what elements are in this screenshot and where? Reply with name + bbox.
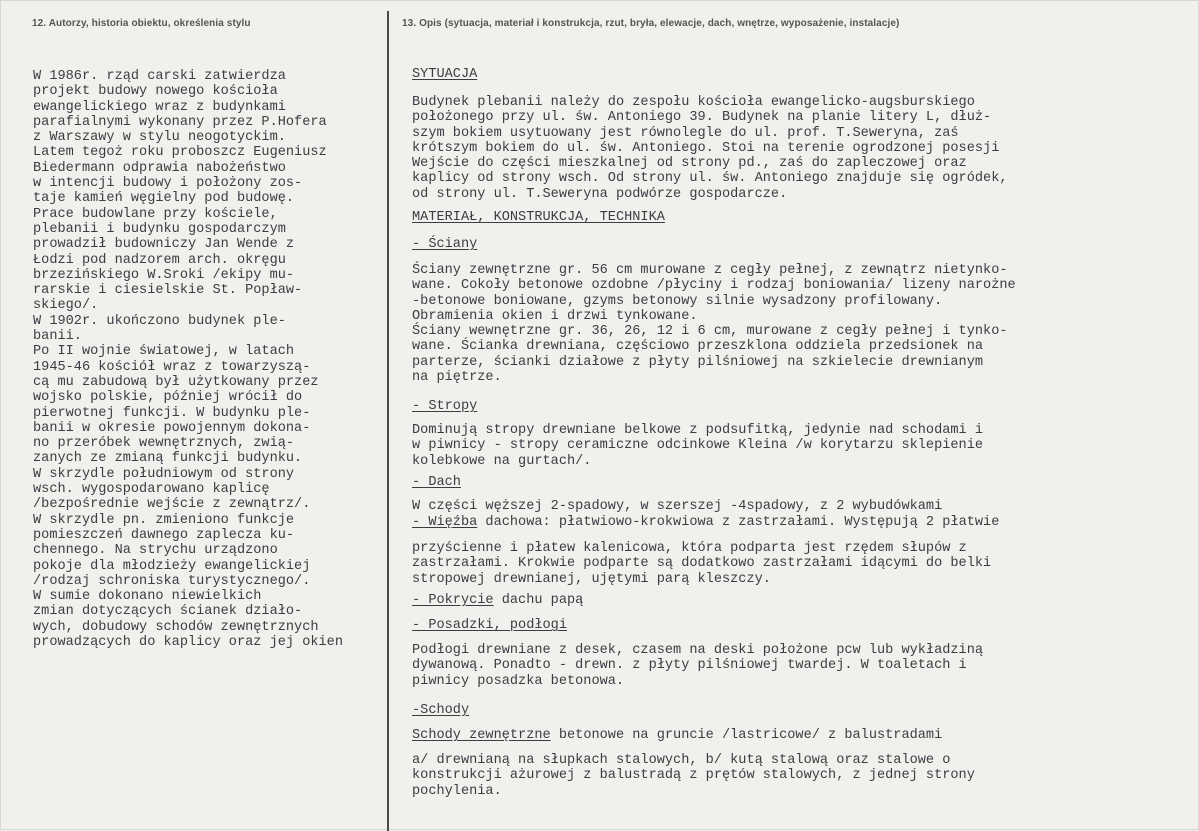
stropy-heading: - Stropy [412,399,478,414]
dach-text: W części węższej 2-spadowy, w szerszej -4spadowy, z 2 wybudówkami [412,499,943,514]
sciany-heading: - Ściany [412,237,478,252]
dach-heading: - Dach [412,475,461,490]
section-13-header: 13. Opis (sytuacja, materiał i konstrukcja, rzut, bryła, elewacje, dach, wnętrze, wyposażenie, instalacje) [402,18,900,29]
wiezba-text: przyścienne i płatew kalenicowa, która podparta jest rzędem słupów z zastrzałami. Krokwie podparte są dodatkowo zastrzałami idącymi do belki stropowej drewnianej, ujętymi parą kleszczy. [412,541,992,587]
posadzki-text: Podłogi drewniane z desek, czasem na deski położone pcw lub wykładziną dywanową. Ponadto - drewn. z płyty pilśniowej twardej. W toaletach i piwnicy posadzka betonowa. [412,643,984,689]
wiezba-line-rest: dachowa: płatwiowo-krokwiowa z zastrzałami. Występują 2 płatwie [477,515,1000,530]
schody-zew-line [412,728,942,743]
wiezba-line [412,515,999,530]
stropy-text: Dominują stropy drewniane belkowe z podsufitką, jedynie nad schodami i w piwnicy - stropy ceramiczne odcinkowe Kleina /w korytarzu sklepienie kolebkowe na gurtach/. [412,423,984,469]
posadzki-heading: - Posadzki, podłogi [412,618,567,633]
section-12-header: 12. Autorzy, historia obiektu, określenia stylu [32,18,251,29]
column-divider [387,11,389,831]
pokrycie-heading: - Pokrycie [412,593,494,608]
material-heading: MATERIAŁ, KONSTRUKCJA, TECHNIKA [412,210,665,225]
schody-zew-rest: betonowe na gruncie /lastricowe/ z balustradami [550,728,943,743]
sciany-text: Ściany zewnętrzne gr. 56 cm murowane z cegły pełnej, z zewnątrz nietynko- wane. Cokoły betonowe ozdobne /płyciny i rodzaj boniowania/ lizeny narożne -betonowe boniowane, gzyms betonowy silnie wysadzony profilowany. Obramienia okien i drzwi tynkowane. Ściany wewnętrzne gr. 36, 26, 12 i 6 cm, murowane z cegły pełnej i tynko- wane. Ścianka drewniana, częściowo przeszklona oddziela przedsionek na parterze, ścianki działowe z płyty pilśniowej na szkielecie drewnianym na piętrze. [412,263,1016,386]
schody-text: a/ drewnianą na słupkach stalowych, b/ kutą stalową oraz stalowe o konstrukcji ażurowej z balustradą z prętów stalowych, z jednej strony pochylenia. [412,753,975,799]
schody-zew-heading: Schody zewnętrzne [412,728,551,743]
schody-heading: -Schody [412,703,470,718]
sytuacja-heading: SYTUACJA [412,67,478,82]
pokrycie-rest: dachu papą [493,593,584,608]
pokrycie-line [412,593,583,608]
history-text: W 1986r. rząd carski zatwierdza projekt budowy nowego kościoła ewangelickiego wraz z budynkami parafialnymi wykonany przez P.Hofera z Warszawy w stylu neogotyckim. Latem tegoż roku proboszcz Eugeniusz Biedermann odprawia nabożeństwo w intencji budowy i położony zos- taje kamień węgielny pod budowę. Prace budowlane przy kościele, plebanii i budynku gospodarczym prowadził budowniczy Jan Wende z Łodzi pod nadzorem arch. okręgu brzezińskiego W.Sroki /ekipy mu- rarskie i ciesielskie St. Popław- skiego/. W 1902r. ukończono budynek ple- banii. Po II wojnie światowej, w latach 1945-46 kościół wraz z towarzyszą- cą mu zabudową był użytkowany przez wojsko polskie, później wrócił do pierwotnej funkcji. W budynku ple- banii w okresie powojennym dokona- no przeróbek wewnętrznych, zwią- zanych ze zmianą funkcji budynku. W skrzydle południowym od strony wsch. wygospodarowano kaplicę /bezpośrednie wejście z zewnątrz/. W skrzydle pn. zmieniono funkcje pomieszczeń dawnego zaplecza ku- chennego. Na strychu urządzono pokoje dla młodzieży ewangelickiej /rodzaj schroniska turystycznego/. W sumie dokonano niewielkich zmian dotyczących ścianek działo- wych, dobudowy schodów zewnętrznych prowadzących do kaplicy oraz jej okien [33,69,343,650]
sytuacja-text: Budynek plebanii należy do zespołu kościoła ewangelicko-augsburskiego położonego przy ul. św. Antoniego 39. Budynek na planie litery L, dłuż- szym bokiem usytuowany jest równolegle do ul. prof. T.Seweryna, zaś krótszym bokiem do ul. św. Antoniego. Stoi na terenie ogrodzonej posesji Wejście do części mieszkalnej od strony pd., zaś do zapleczowej oraz kaplicy od strony wsch. Od strony ul. św. Antoniego znajduje się ogródek, od strony ul. T.Seweryna podwórze gospodarcze. [412,95,1008,202]
wiezba-heading: - Więźba [412,515,478,530]
